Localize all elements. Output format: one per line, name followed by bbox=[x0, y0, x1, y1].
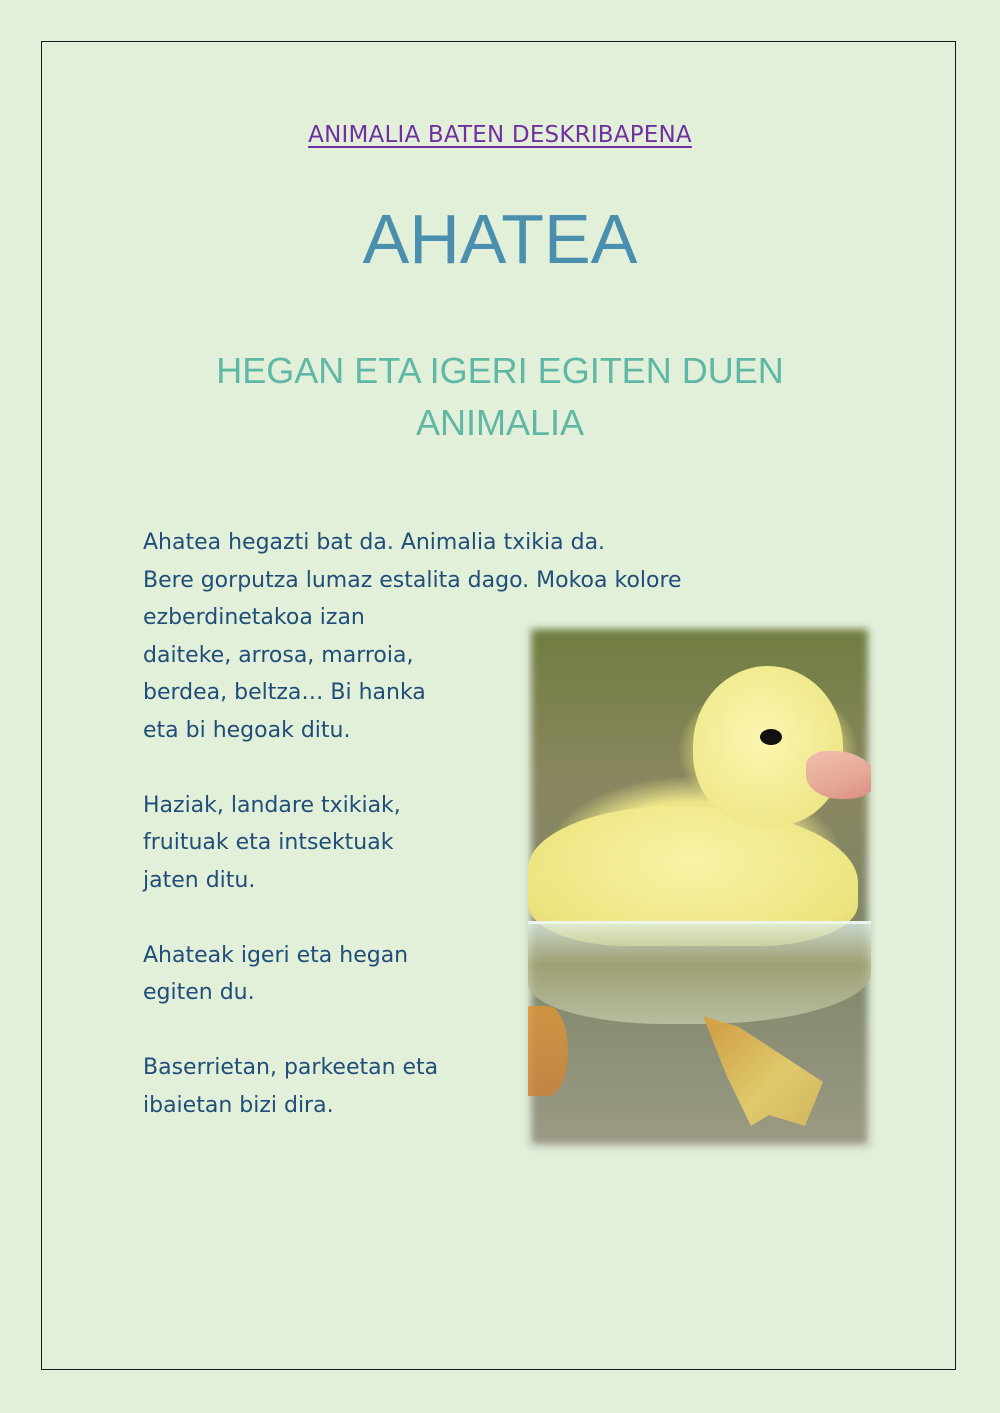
text-line: ibaietan bizi dira. bbox=[143, 1092, 334, 1118]
document-label: ANIMALIA BATEN DESKRIBAPENA bbox=[308, 122, 692, 148]
text-line: Bere gorputza lumaz estalita dago. Mokoa kolore bbox=[143, 567, 682, 593]
subtitle-line: HEGAN ETA IGERI EGITEN DUEN bbox=[216, 350, 784, 391]
text-line: Ahatea hegazti bat da. Animalia txikia da. bbox=[143, 530, 606, 555]
duck-eye bbox=[760, 729, 782, 745]
page-subtitle bbox=[150, 345, 850, 449]
subtitle-line: ANIMALIA bbox=[415, 402, 585, 443]
text-line: fruituak eta intsektuak bbox=[143, 830, 394, 855]
text-line: eta bi hegoak ditu. bbox=[143, 717, 351, 743]
text-line: daiteke, arrosa, marroia, bbox=[143, 642, 414, 668]
text-line: Baserrietan, parkeetan eta bbox=[143, 1055, 439, 1080]
page-title: AHATEA bbox=[362, 200, 638, 278]
duck-foot-right bbox=[703, 1016, 823, 1126]
water-surface bbox=[528, 921, 871, 1024]
text-line: berdea, beltza… Bi hanka bbox=[143, 680, 426, 705]
text-line: Ahateak igeri eta hegan bbox=[143, 942, 409, 968]
text-line: egiten du. bbox=[143, 980, 255, 1005]
text-line: Haziak, landare txikiak, bbox=[143, 792, 401, 818]
duck-head bbox=[693, 666, 843, 826]
text-line: ezberdinetakoa izan bbox=[143, 605, 365, 630]
text-line: jaten ditu. bbox=[143, 867, 256, 893]
duckling-photo bbox=[528, 626, 871, 1148]
duck-beak bbox=[806, 751, 871, 799]
duck-foot-left bbox=[528, 1006, 568, 1096]
